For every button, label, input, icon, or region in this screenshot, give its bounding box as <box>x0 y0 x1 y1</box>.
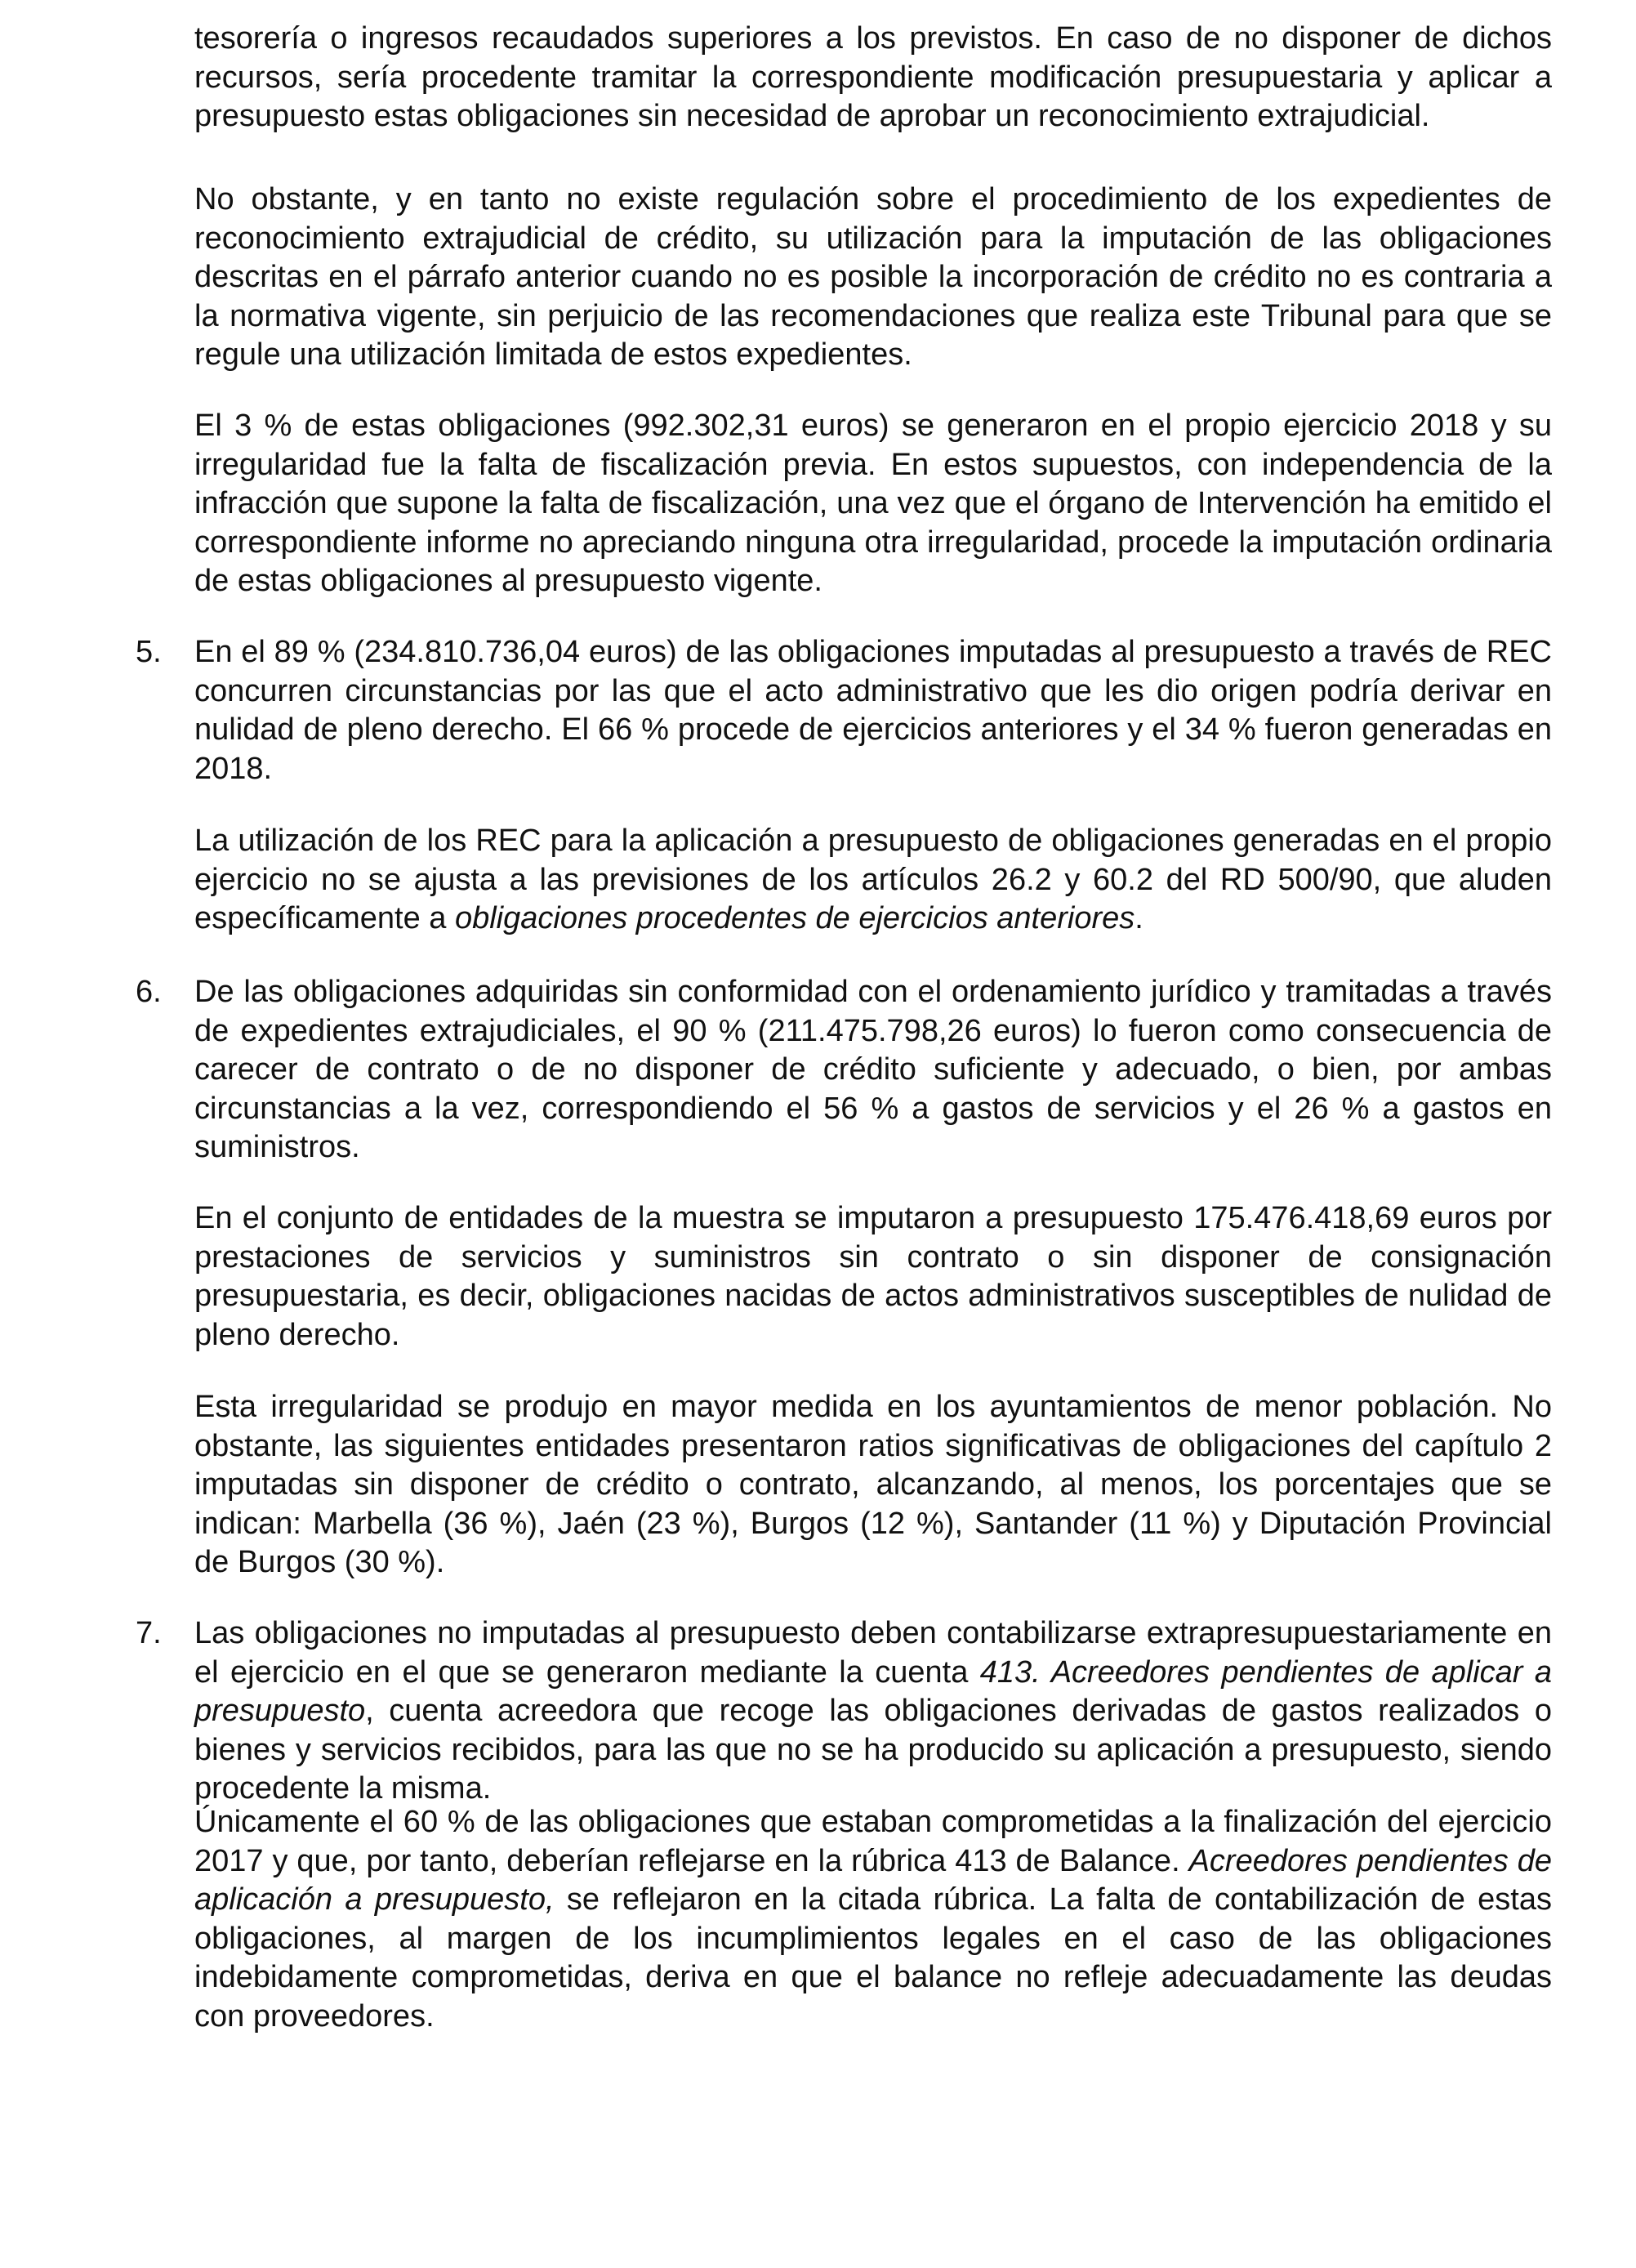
paragraph-continuation <box>194 20 1552 136</box>
paragraph-sample-entities <box>194 1199 1552 1355</box>
text-segment: La utilización de los REC para la aplicación a presupuesto de obligaciones generadas en el propio ejercicio no se ajusta a las previsiones de los artículos 26.2 y 60.2 del RD 500/90, que aluden específicamente a <box>194 824 1552 935</box>
text-segment: En el 89 % (234.810.736,04 euros) de las obligaciones imputadas al presupuesto a través de REC concurren circunstancias por las que el acto administrativo que les dio origen podría derivar en nulidad de pleno derecho. El 66 % procede de ejercicios anteriores y el 34 % fueron generadas en 2018. <box>194 635 1552 786</box>
text-segment: , cuenta acreedora que recoge las obligaciones derivadas de gastos realizados o bienes y servicios recibidos, para las que no se ha producido su aplicación a presupuesto, siendo procedente la misma. <box>194 1694 1552 1806</box>
paragraph-balance <box>194 1803 1552 2036</box>
text-segment: Esta irregularidad se produjo en mayor medida en los ayuntamientos de menor población. No obstante, las siguientes entidades presentaron ratios significativas de obligaciones del capítulo 2 imputadas sin disponer de crédito o contrato, alcanzando, al menos, los porcentajes que se indican: Marbella (36 %), Jaén (23 %), Burgos (12 %), Santander (11 %) y Diputación Provincial de Burgos (30 %). <box>194 1390 1552 1579</box>
text-segment: De las obligaciones adquiridas sin conformidad con el ordenamiento jurídico y tramitadas a través de expedientes extrajudiciales, el 90 % (211.475.798,26 euros) lo fueron como consecuencia de carecer de contrato o de no disponer de crédito suficiente y adecuado, o bien, por ambas circunstancias a la vez, correspondiendo el 56 % a gastos de servicios y el 26 % a gastos en suministros. <box>194 975 1552 1164</box>
list-number-6: 6. <box>136 975 162 1009</box>
italic-segment: 413. Acreedores pendientes de aplicar a presupuesto <box>194 1654 1552 1728</box>
text-segment: No obstante, y en tanto no existe regulación sobre el procedimiento de los expedientes de reconocimiento extrajudicial de crédito, su utilización para la imputación de las obligaciones descritas en el párrafo anterior cuando no es posible la incorporación de crédito no es contraria a la normativa vigente, sin perjuicio de las recomendaciones que realiza este Tribunal para que se regule una utilización limitada de estos expedientes. <box>194 182 1552 372</box>
text-segment: En el conjunto de entidades de la muestra se imputaron a presupuesto 175.476.418,69 euros por prestaciones de servicios y suministros sin contrato o sin disponer de consignación presupuestaria, es decir, obligaciones nacidas de actos administrativos susceptibles de nulidad de pleno derecho. <box>194 1201 1552 1352</box>
italic-segment: obligaciones procedentes de ejercicios anteriores <box>454 901 1135 935</box>
list-item-7 <box>194 1614 1552 1809</box>
text-segment: Únicamente el 60 % de las obligaciones que estaban comprometidas a la finalización del ejercicio 2017 y que, por tanto, deberían reflejarse en la rúbrica 413 de Balance. <box>194 1805 1552 1878</box>
paragraph-irregularity <box>194 1388 1552 1583</box>
paragraph-rec-usage <box>194 822 1552 939</box>
text-segment: . <box>1135 901 1143 935</box>
text-segment: El 3 % de estas obligaciones (992.302,31 euros) se generaron en el propio ejercicio 2018 y su irregularidad fue la falta de fiscalización previa. En estos supuestos, con independencia de la infracción que supone la falta de fiscalización, una vez que el órgano de Intervención ha emitido el correspondiente informe no apreciando ninguna otra irregularidad, procede la imputación ordinaria de estas obligaciones al presupuesto vigente. <box>194 409 1552 598</box>
paragraph-fiscalization <box>194 407 1552 601</box>
text-segment: se reflejaron en la citada rúbrica. La falta de contabilización de estas obligaciones, al margen de los incumplimientos legales en el caso de las obligaciones indebidamente comprometidas, deriva en que el balance no refleje adecuadamente las deudas con proveedores. <box>194 1882 1552 2034</box>
paragraph-regulation <box>194 181 1552 375</box>
list-item-5 <box>194 633 1552 788</box>
list-number-7: 7. <box>136 1616 162 1650</box>
list-number-5: 5. <box>136 635 162 669</box>
list-item-6 <box>194 973 1552 1167</box>
text-segment: Las obligaciones no imputadas al presupuesto deben contabilizarse extrapresupuestariamente en el ejercicio en el que se generaron mediante la cuenta <box>194 1616 1552 1690</box>
italic-segment: Acreedores pendientes de aplicación a presupuesto, <box>194 1843 1552 1917</box>
text-segment: tesorería o ingresos recaudados superiores a los previstos. En caso de no disponer de dichos recursos, sería procedente tramitar la correspondiente modificación presupuestaria y aplicar a presupuesto estas obligaciones sin necesidad de aprobar un reconocimiento extrajudicial. <box>194 21 1552 133</box>
